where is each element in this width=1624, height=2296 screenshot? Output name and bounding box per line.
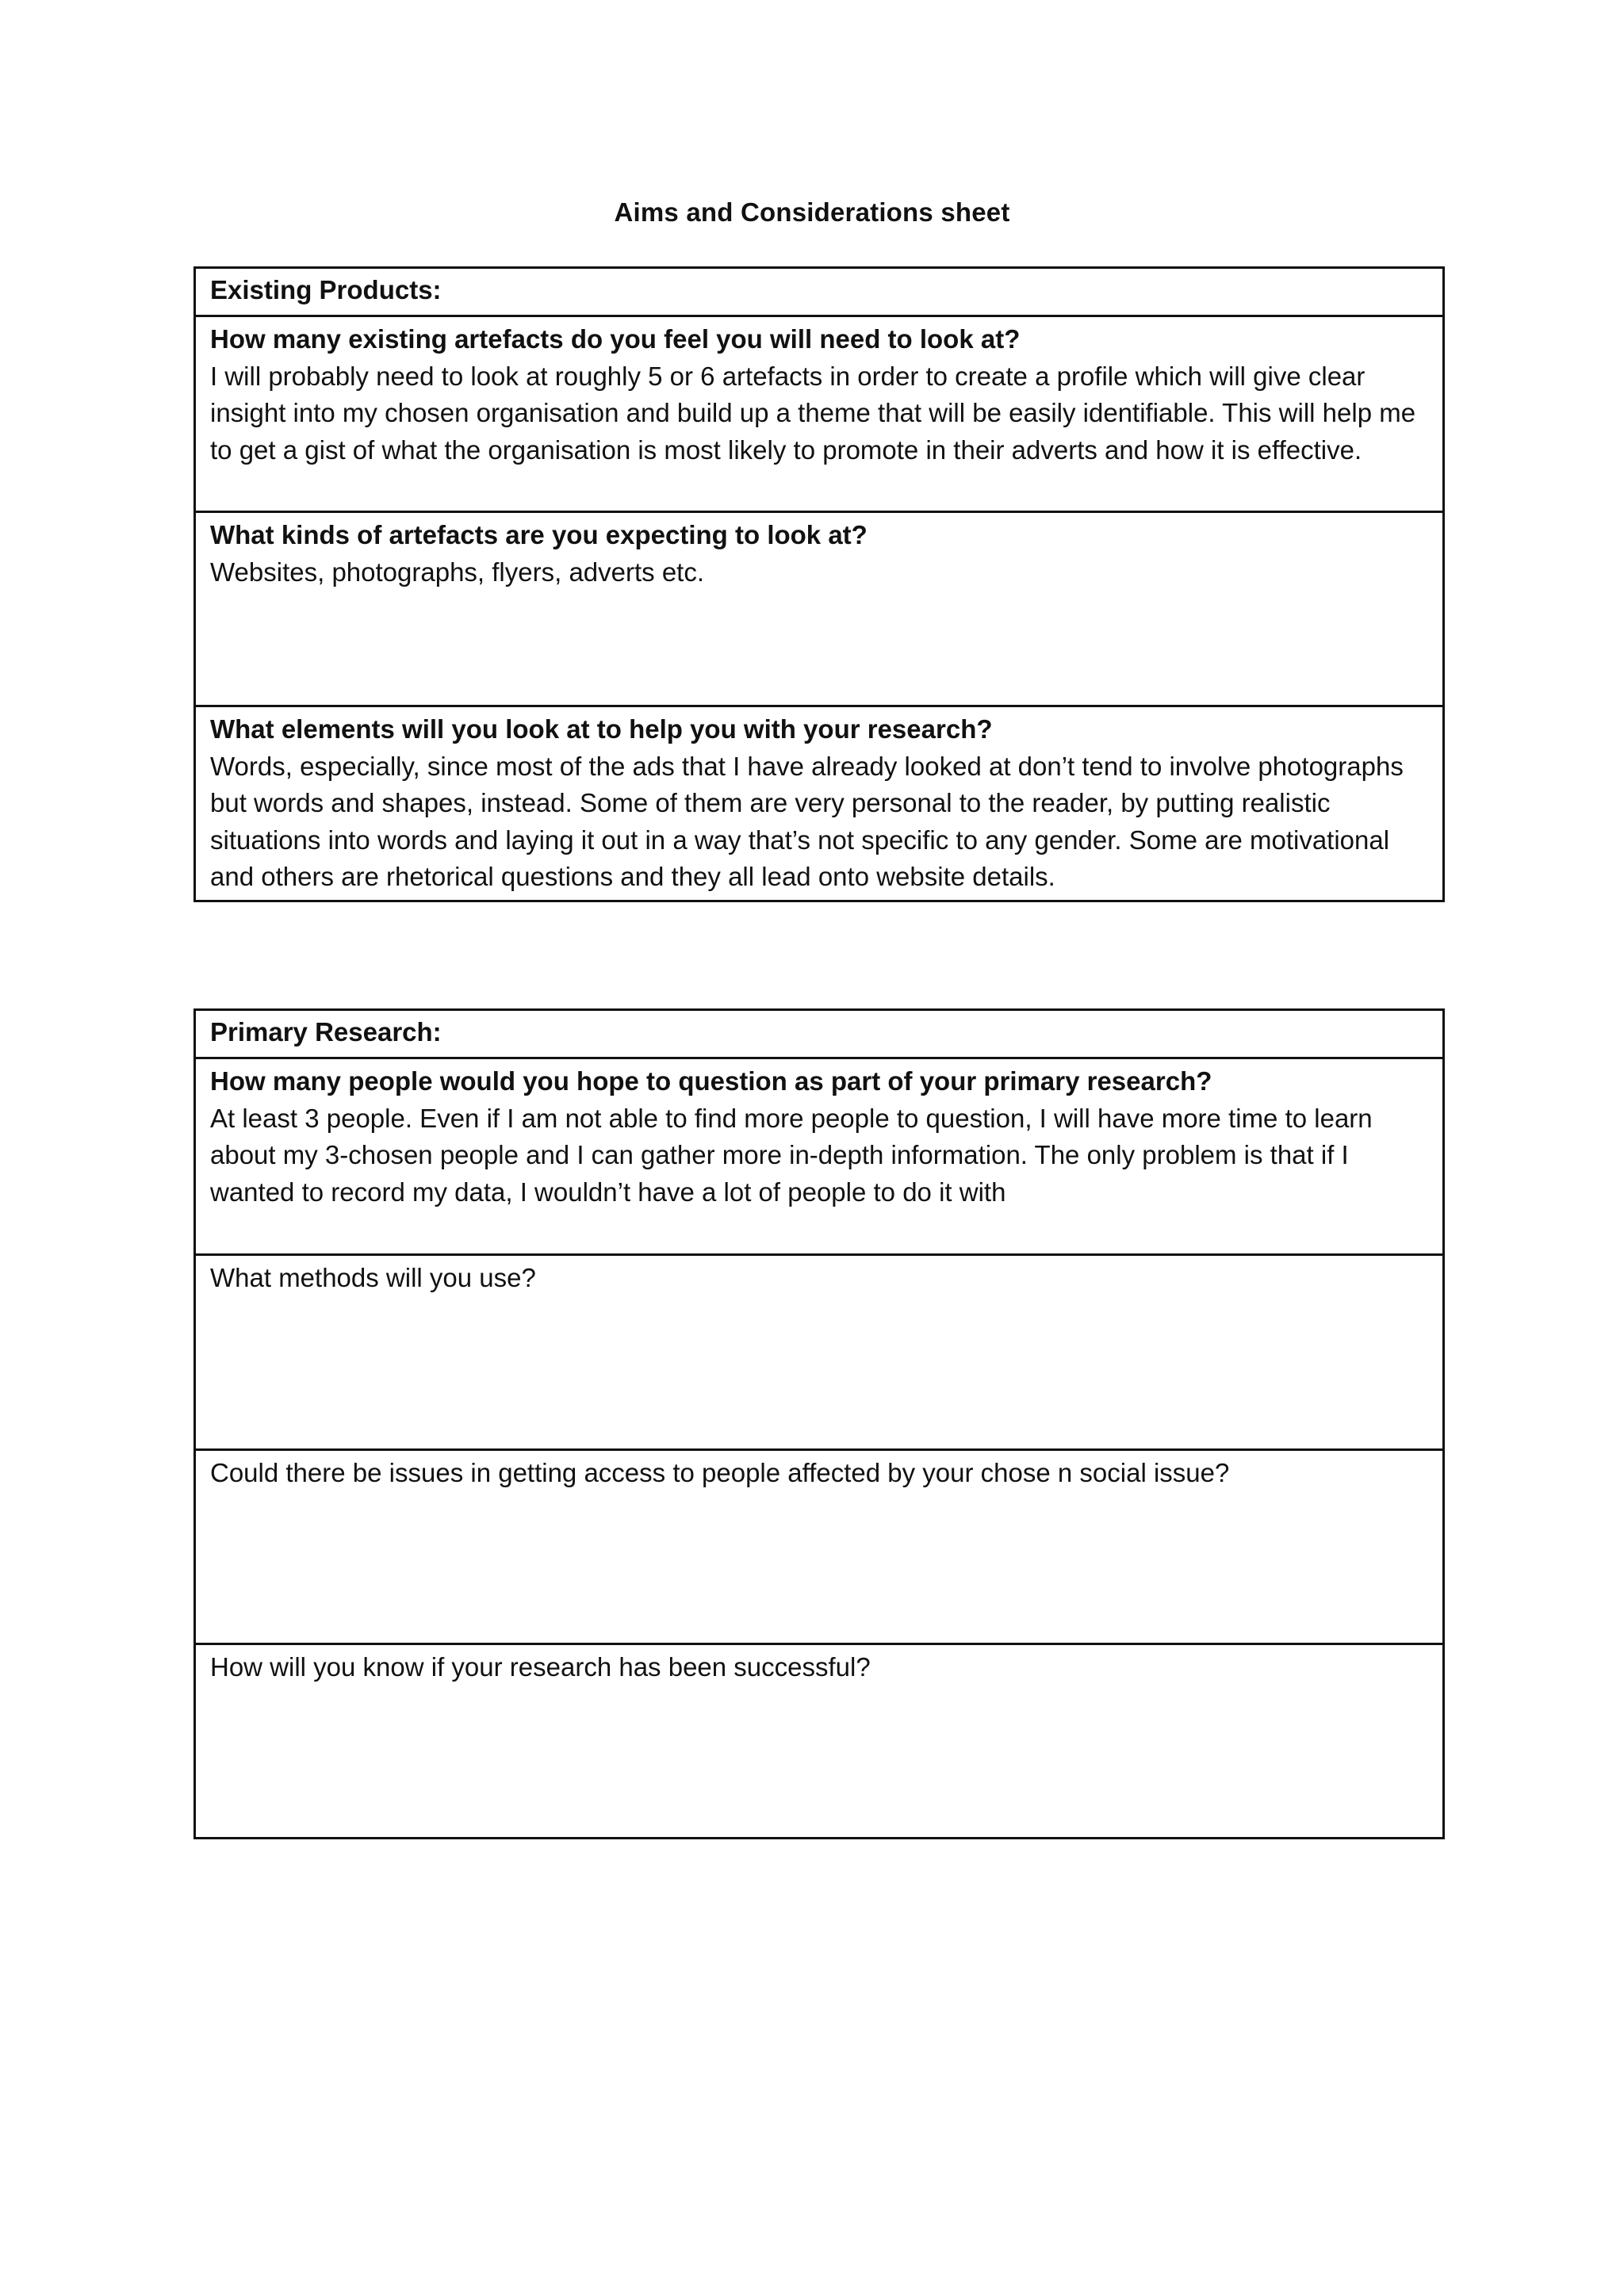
primary-research-row-success[interactable] (196, 1643, 1442, 1837)
primary-research-row-access-issues[interactable] (196, 1448, 1442, 1643)
answer-text[interactable]: At least 3 people. Even if I am not able to find more people to question, I will have more time to learn about my 3-chosen people and I can gather more in-depth information. The only problem is that if I wanted to record my data, I wouldn’t have a lot of people to do it with (210, 1103, 1373, 1207)
answer-text[interactable]: I will probably need to look at roughly 5 or 6 artefacts in order to create a profile which will give clear insight into my chosen organisation and build up a theme that will be easily identifiable. This will help me to get a gist of what the organisation is most likely to promote in their adverts and how it is effective. (210, 361, 1416, 465)
answer-text[interactable]: Words, especially, since most of the ads that I have already looked at don’t tend to involve photographs but words and shapes, instead. Some of them are very personal to the reader, by putting realistic situations into words and laying it out in a way that’s not specific to any gender. Some are motivational and others are rhetorical questions and they all lead onto website details. (210, 751, 1404, 891)
question-label: How many existing artefacts do you feel you will need to look at? (210, 324, 1021, 354)
question-label: What methods will you use? (210, 1263, 536, 1292)
question-label: How will you know if your research has been successful? (210, 1652, 871, 1682)
answer-text[interactable]: Websites, photographs, flyers, adverts etc. (210, 557, 705, 587)
question-label: What kinds of artefacts are you expecting to look at? (210, 520, 868, 549)
existing-products-row-artefact-count (196, 315, 1442, 511)
question-label: How many people would you hope to question as part of your primary research? (210, 1066, 1212, 1096)
existing-products-row-elements (196, 705, 1442, 900)
existing-products-table (193, 266, 1445, 902)
existing-products-header: Existing Products: (210, 275, 442, 304)
question-label: Could there be issues in getting access to people affected by your chose n social issue? (210, 1458, 1230, 1487)
page-title: Aims and Considerations sheet (614, 197, 1010, 227)
existing-products-row-artefact-kinds (196, 511, 1442, 705)
primary-research-table (193, 1008, 1445, 1839)
primary-research-header: Primary Research: (210, 1017, 442, 1047)
primary-research-row-people-count (196, 1057, 1442, 1253)
question-label: What elements will you look at to help you with your research? (210, 714, 993, 744)
primary-research-row-methods[interactable] (196, 1253, 1442, 1448)
